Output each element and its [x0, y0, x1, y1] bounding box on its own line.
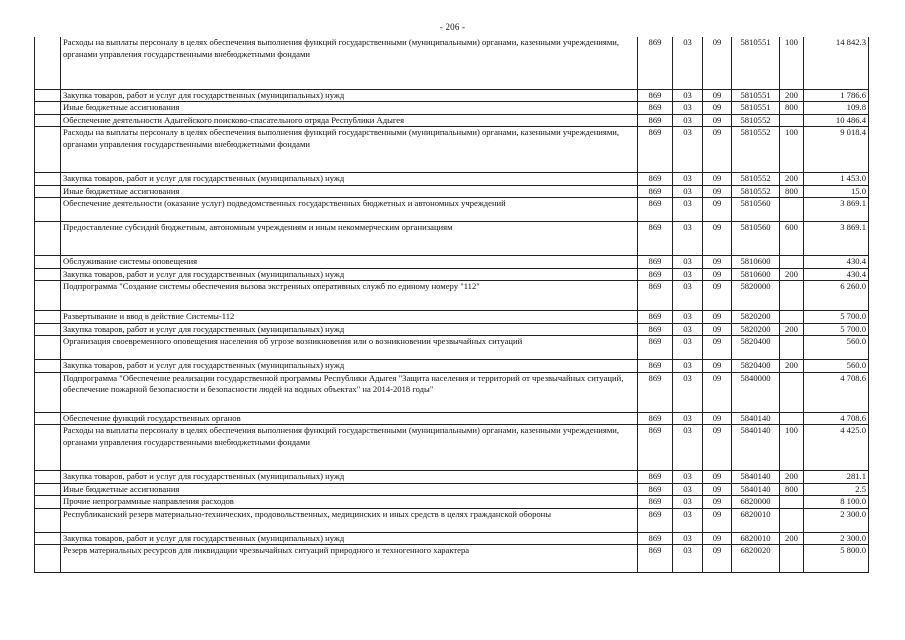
- row-target-code: 5810552: [732, 173, 780, 186]
- row-section-code: 03: [673, 372, 703, 412]
- row-subsection-code: 09: [703, 185, 732, 198]
- row-target-code: 5820200: [732, 311, 780, 324]
- row-name: Предоставление субсидий бюджетным, автономным учреждениям и иным некоммерческим организациям: [61, 222, 638, 256]
- row-subsection-code: 09: [703, 37, 732, 89]
- row-target-code: 5840140: [732, 425, 780, 471]
- row-ministry-code: 869: [638, 127, 673, 173]
- row-expense-type-code: [780, 311, 804, 324]
- row-amount: 430.4: [804, 268, 869, 281]
- row-section-code: 03: [673, 198, 703, 222]
- row-section-code: 03: [673, 37, 703, 89]
- table-row: [35, 336, 869, 360]
- row-expense-type-code: 200: [780, 268, 804, 281]
- row-blank-cell: [35, 372, 61, 412]
- row-amount: 5 700.0: [804, 311, 869, 324]
- row-ministry-code: 869: [638, 483, 673, 496]
- row-name: Закупка товаров, работ и услуг для государственных (муниципальных) нужд: [61, 323, 638, 336]
- table-row: [35, 281, 869, 311]
- row-name: Обеспечение функций государственных органов: [61, 412, 638, 425]
- row-subsection-code: 09: [703, 483, 732, 496]
- table-row: [35, 471, 869, 484]
- row-subsection-code: 09: [703, 173, 732, 186]
- row-expense-type-code: [780, 256, 804, 269]
- row-name: Подпрограмма "Обеспечение реализации государственной программы Республики Адыгея "Защита населения и территорий от чрезвычайных ситуаций, обеспечение пожарной безопасности и безопасности людей на водных объектах" на 2014-2018 годы": [61, 372, 638, 412]
- row-amount: 2.5: [804, 483, 869, 496]
- row-name: Обслуживание системы оповещения: [61, 256, 638, 269]
- row-blank-cell: [35, 173, 61, 186]
- row-expense-type-code: 800: [780, 185, 804, 198]
- row-ministry-code: 869: [638, 508, 673, 532]
- table-row: [35, 173, 869, 186]
- row-target-code: 5820400: [732, 336, 780, 360]
- row-expense-type-code: [780, 114, 804, 127]
- row-target-code: 6820020: [732, 545, 780, 573]
- row-expense-type-code: 200: [780, 323, 804, 336]
- table-row: [35, 185, 869, 198]
- row-expense-type-code: [780, 412, 804, 425]
- row-ministry-code: 869: [638, 425, 673, 471]
- table-row: [35, 37, 869, 89]
- row-ministry-code: 869: [638, 198, 673, 222]
- row-section-code: 03: [673, 222, 703, 256]
- row-ministry-code: 869: [638, 471, 673, 484]
- row-subsection-code: 09: [703, 508, 732, 532]
- row-name: Закупка товаров, работ и услуг для государственных (муниципальных) нужд: [61, 268, 638, 281]
- row-subsection-code: 09: [703, 281, 732, 311]
- row-name: Расходы на выплаты персоналу в целях обеспечения выполнения функций государственными (муниципальными) органами, казенными учреждениями, органами управления государственными внебюджетными фондами: [61, 425, 638, 471]
- row-amount: 2 300.0: [804, 508, 869, 532]
- row-subsection-code: 09: [703, 412, 732, 425]
- row-ministry-code: 869: [638, 256, 673, 269]
- table-row: [35, 508, 869, 532]
- row-target-code: 5810560: [732, 198, 780, 222]
- row-section-code: 03: [673, 532, 703, 545]
- row-expense-type-code: 200: [780, 173, 804, 186]
- row-section-code: 03: [673, 323, 703, 336]
- row-amount: 4 708.6: [804, 372, 869, 412]
- row-blank-cell: [35, 508, 61, 532]
- row-ministry-code: 869: [638, 496, 673, 509]
- table-row: [35, 372, 869, 412]
- row-ministry-code: 869: [638, 89, 673, 102]
- row-blank-cell: [35, 360, 61, 373]
- row-section-code: 03: [673, 281, 703, 311]
- budget-table: [34, 37, 869, 573]
- row-blank-cell: [35, 198, 61, 222]
- row-name: Закупка товаров, работ и услуг для государственных (муниципальных) нужд: [61, 532, 638, 545]
- row-expense-type-code: [780, 508, 804, 532]
- row-section-code: 03: [673, 425, 703, 471]
- table-row: [35, 496, 869, 509]
- row-section-code: 03: [673, 102, 703, 115]
- row-blank-cell: [35, 532, 61, 545]
- row-target-code: 5840140: [732, 412, 780, 425]
- row-section-code: 03: [673, 496, 703, 509]
- row-target-code: 5840140: [732, 471, 780, 484]
- row-name: Расходы на выплаты персоналу в целях обеспечения выполнения функций государственными (муниципальными) органами, казенными учреждениями, органами управления государственными внебюджетными фондами: [61, 37, 638, 89]
- row-target-code: 5820000: [732, 281, 780, 311]
- row-subsection-code: 09: [703, 425, 732, 471]
- row-subsection-code: 09: [703, 471, 732, 484]
- row-subsection-code: 09: [703, 102, 732, 115]
- row-blank-cell: [35, 185, 61, 198]
- row-amount: 9 018.4: [804, 127, 869, 173]
- row-target-code: 5810552: [732, 185, 780, 198]
- row-target-code: 5820400: [732, 360, 780, 373]
- row-target-code: 6820010: [732, 532, 780, 545]
- row-expense-type-code: 200: [780, 532, 804, 545]
- row-ministry-code: 869: [638, 268, 673, 281]
- row-section-code: 03: [673, 268, 703, 281]
- row-target-code: 5810551: [732, 102, 780, 115]
- row-expense-type-code: 100: [780, 127, 804, 173]
- row-section-code: 03: [673, 173, 703, 186]
- row-name: Обеспечение деятельности Адыгейского поисково-спасательного отряда Республики Адыгея: [61, 114, 638, 127]
- row-target-code: 5840140: [732, 483, 780, 496]
- row-target-code: 5810560: [732, 222, 780, 256]
- row-section-code: 03: [673, 471, 703, 484]
- table-row: [35, 127, 869, 173]
- table-row: [35, 311, 869, 324]
- row-blank-cell: [35, 281, 61, 311]
- row-amount: 8 100.0: [804, 496, 869, 509]
- table-row: [35, 222, 869, 256]
- row-amount: 5 700.0: [804, 323, 869, 336]
- row-subsection-code: 09: [703, 222, 732, 256]
- row-ministry-code: 869: [638, 372, 673, 412]
- row-subsection-code: 09: [703, 545, 732, 573]
- table-row: [35, 323, 869, 336]
- row-section-code: 03: [673, 256, 703, 269]
- row-expense-type-code: [780, 372, 804, 412]
- row-target-code: 6820010: [732, 508, 780, 532]
- row-blank-cell: [35, 483, 61, 496]
- row-section-code: 03: [673, 483, 703, 496]
- row-amount: 281.1: [804, 471, 869, 484]
- row-amount: 5 800.0: [804, 545, 869, 573]
- row-name: Расходы на выплаты персоналу в целях обеспечения выполнения функций государственными (муниципальными) органами, казенными учреждениями, органами управления государственными внебюджетными фондами: [61, 127, 638, 173]
- row-expense-type-code: [780, 545, 804, 573]
- table-row: [35, 256, 869, 269]
- row-blank-cell: [35, 311, 61, 324]
- row-subsection-code: 09: [703, 114, 732, 127]
- row-ministry-code: 869: [638, 37, 673, 89]
- row-subsection-code: 09: [703, 268, 732, 281]
- row-amount: 560.0: [804, 360, 869, 373]
- row-amount: 6 260.0: [804, 281, 869, 311]
- row-expense-type-code: [780, 336, 804, 360]
- row-section-code: 03: [673, 508, 703, 532]
- row-blank-cell: [35, 256, 61, 269]
- row-blank-cell: [35, 89, 61, 102]
- row-blank-cell: [35, 37, 61, 89]
- row-subsection-code: 09: [703, 198, 732, 222]
- row-expense-type-code: 100: [780, 425, 804, 471]
- row-amount: 3 869.1: [804, 198, 869, 222]
- row-name: Закупка товаров, работ и услуг для государственных (муниципальных) нужд: [61, 89, 638, 102]
- row-name: Закупка товаров, работ и услуг для государственных (муниципальных) нужд: [61, 471, 638, 484]
- row-expense-type-code: [780, 281, 804, 311]
- row-blank-cell: [35, 268, 61, 281]
- row-ministry-code: 869: [638, 360, 673, 373]
- row-ministry-code: 869: [638, 532, 673, 545]
- row-blank-cell: [35, 114, 61, 127]
- row-target-code: 5810552: [732, 114, 780, 127]
- row-blank-cell: [35, 412, 61, 425]
- row-name: Закупка товаров, работ и услуг для государственных (муниципальных) нужд: [61, 173, 638, 186]
- row-section-code: 03: [673, 89, 703, 102]
- row-name: Обеспечение деятельности (оказание услуг) подведомственных государственных бюджетных и автономных учреждений: [61, 198, 638, 222]
- row-subsection-code: 09: [703, 256, 732, 269]
- row-amount: 2 300.0: [804, 532, 869, 545]
- row-subsection-code: 09: [703, 311, 732, 324]
- row-amount: 4 425.0: [804, 425, 869, 471]
- row-blank-cell: [35, 127, 61, 173]
- table-row: [35, 114, 869, 127]
- table-row: [35, 483, 869, 496]
- row-name: Закупка товаров, работ и услуг для государственных (муниципальных) нужд: [61, 360, 638, 373]
- row-name: Резерв материальных ресурсов для ликвидации чрезвычайных ситуаций природного и техногенного характера: [61, 545, 638, 573]
- row-name: Республиканский резерв материально-технических, продовольственных, медицинских и иных средств в целях гражданской обороны: [61, 508, 638, 532]
- row-ministry-code: 869: [638, 281, 673, 311]
- row-expense-type-code: 800: [780, 102, 804, 115]
- table-row: [35, 412, 869, 425]
- row-expense-type-code: 200: [780, 89, 804, 102]
- row-target-code: 5820200: [732, 323, 780, 336]
- table-row: [35, 89, 869, 102]
- row-subsection-code: 09: [703, 89, 732, 102]
- table-row: [35, 268, 869, 281]
- row-section-code: 03: [673, 185, 703, 198]
- row-name: Подпрограмма "Создание системы обеспечения вызова экстренных оперативных служб по единому номеру "112": [61, 281, 638, 311]
- row-subsection-code: 09: [703, 496, 732, 509]
- row-subsection-code: 09: [703, 372, 732, 412]
- row-target-code: 6820000: [732, 496, 780, 509]
- row-section-code: 03: [673, 127, 703, 173]
- row-ministry-code: 869: [638, 323, 673, 336]
- row-amount: 1 453.0: [804, 173, 869, 186]
- row-subsection-code: 09: [703, 360, 732, 373]
- row-subsection-code: 09: [703, 127, 732, 173]
- row-blank-cell: [35, 222, 61, 256]
- row-ministry-code: 869: [638, 311, 673, 324]
- row-amount: 10 486.4: [804, 114, 869, 127]
- row-section-code: 03: [673, 311, 703, 324]
- table-row: [35, 532, 869, 545]
- row-amount: 109.8: [804, 102, 869, 115]
- row-target-code: 5810551: [732, 37, 780, 89]
- row-name: Иные бюджетные ассигнования: [61, 483, 638, 496]
- row-ministry-code: 869: [638, 185, 673, 198]
- row-blank-cell: [35, 471, 61, 484]
- table-row: [35, 425, 869, 471]
- row-ministry-code: 869: [638, 173, 673, 186]
- row-name: Прочие непрограммные направления расходов: [61, 496, 638, 509]
- row-section-code: 03: [673, 360, 703, 373]
- row-ministry-code: 869: [638, 114, 673, 127]
- row-expense-type-code: 200: [780, 471, 804, 484]
- row-name: Иные бюджетные ассигнования: [61, 102, 638, 115]
- row-ministry-code: 869: [638, 336, 673, 360]
- page-number: - 206 -: [439, 22, 466, 32]
- row-amount: 3 869.1: [804, 222, 869, 256]
- row-target-code: 5810600: [732, 268, 780, 281]
- row-target-code: 5840000: [732, 372, 780, 412]
- row-amount: 560.0: [804, 336, 869, 360]
- row-expense-type-code: 800: [780, 483, 804, 496]
- table-body: [35, 37, 869, 573]
- row-subsection-code: 09: [703, 336, 732, 360]
- row-target-code: 5810551: [732, 89, 780, 102]
- row-name: Развертывание и ввод в действие Системы-112: [61, 311, 638, 324]
- row-ministry-code: 869: [638, 222, 673, 256]
- row-ministry-code: 869: [638, 545, 673, 573]
- row-blank-cell: [35, 425, 61, 471]
- row-blank-cell: [35, 102, 61, 115]
- row-blank-cell: [35, 545, 61, 573]
- row-section-code: 03: [673, 545, 703, 573]
- row-amount: 430.4: [804, 256, 869, 269]
- row-amount: 4 708.6: [804, 412, 869, 425]
- row-ministry-code: 869: [638, 102, 673, 115]
- row-section-code: 03: [673, 336, 703, 360]
- row-name: Организация своевременного оповещения населения об угрозе возникновения или о возникновении чрезвычайных ситуаций: [61, 336, 638, 360]
- row-expense-type-code: [780, 198, 804, 222]
- row-expense-type-code: 200: [780, 360, 804, 373]
- row-subsection-code: 09: [703, 323, 732, 336]
- row-amount: 1 786.6: [804, 89, 869, 102]
- row-section-code: 03: [673, 114, 703, 127]
- row-subsection-code: 09: [703, 532, 732, 545]
- row-target-code: 5810552: [732, 127, 780, 173]
- row-amount: 15.0: [804, 185, 869, 198]
- table-row: [35, 102, 869, 115]
- row-name: Иные бюджетные ассигнования: [61, 185, 638, 198]
- row-amount: 14 842.3: [804, 37, 869, 89]
- row-blank-cell: [35, 336, 61, 360]
- table-row: [35, 360, 869, 373]
- row-blank-cell: [35, 323, 61, 336]
- row-section-code: 03: [673, 412, 703, 425]
- row-blank-cell: [35, 496, 61, 509]
- table-row: [35, 545, 869, 573]
- table-row: [35, 198, 869, 222]
- row-target-code: 5810600: [732, 256, 780, 269]
- row-expense-type-code: 100: [780, 37, 804, 89]
- row-expense-type-code: 600: [780, 222, 804, 256]
- row-ministry-code: 869: [638, 412, 673, 425]
- row-expense-type-code: [780, 496, 804, 509]
